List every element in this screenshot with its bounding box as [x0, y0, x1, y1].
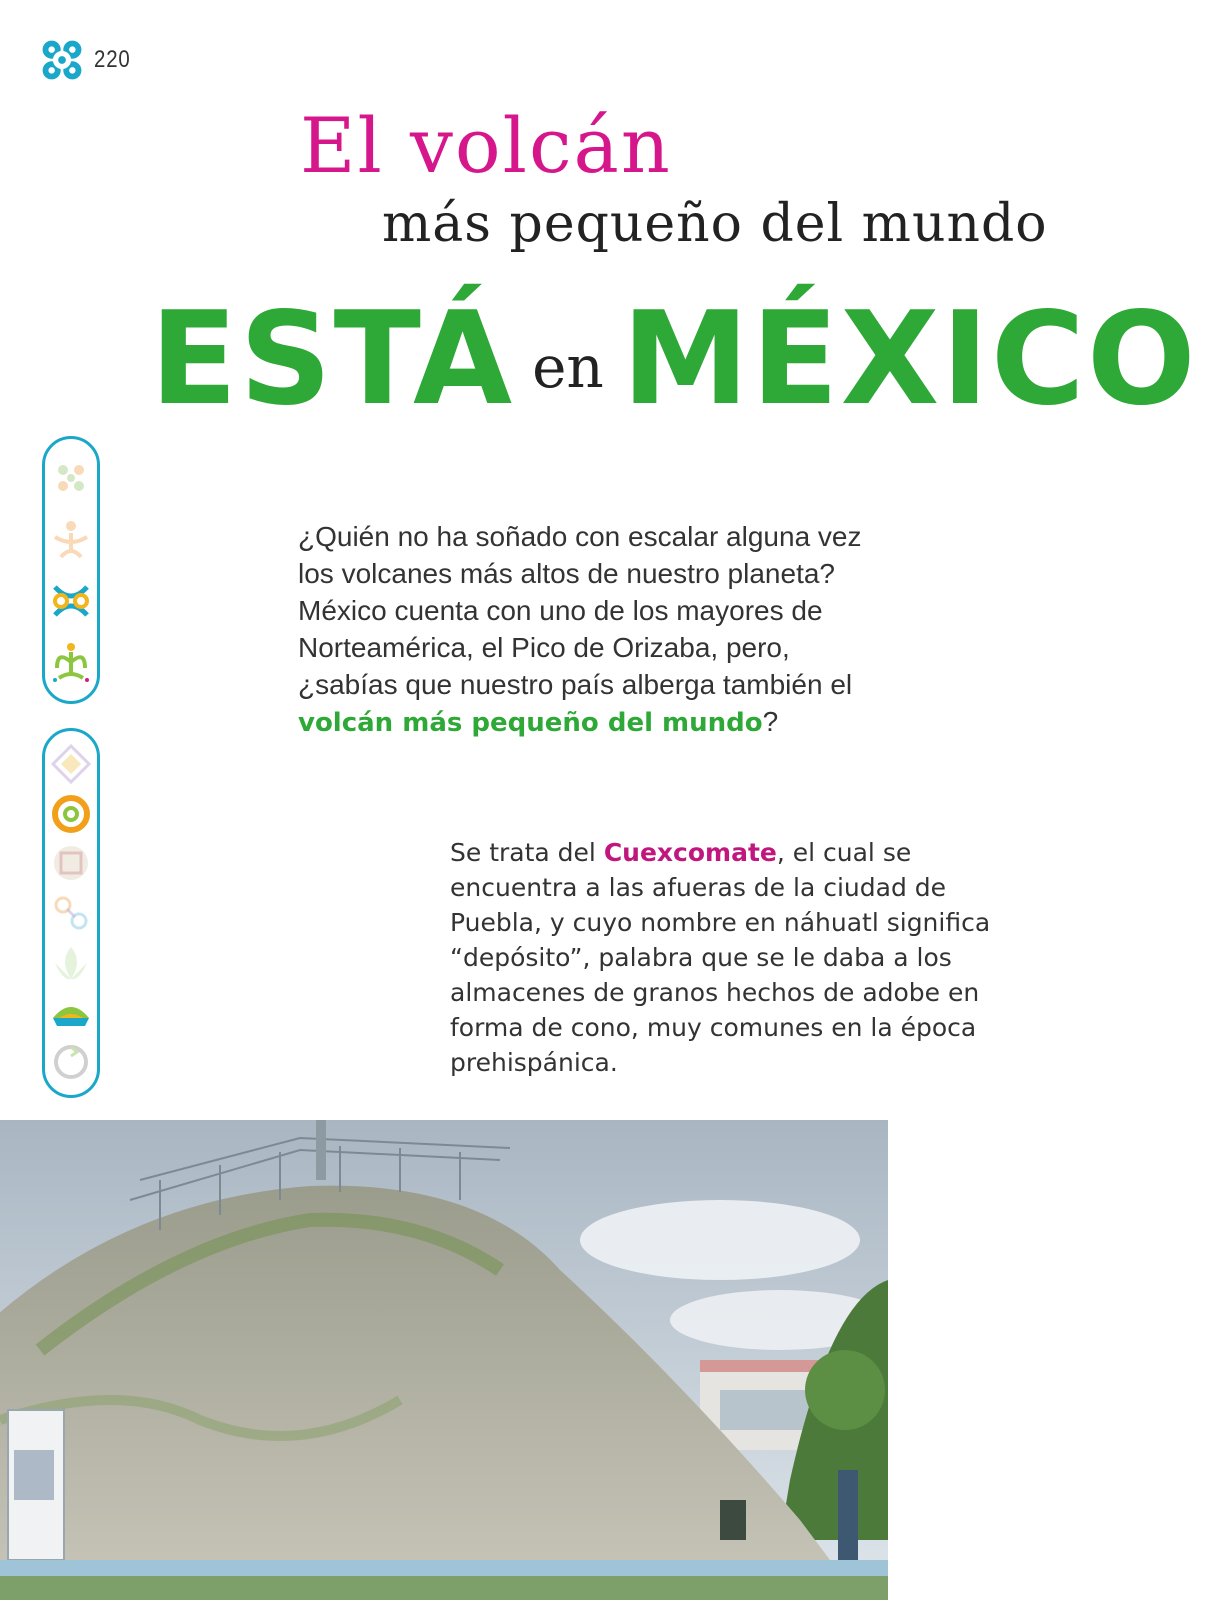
title-word-en: en [532, 333, 604, 401]
spiral-target-icon [49, 792, 93, 836]
intro-text-end: ? [762, 706, 779, 737]
chain-links-icon [49, 891, 93, 935]
detail-text-end: , el cual se encuentra a las afueras de la ciudad de Puebla, y cuyo nombre en náhuatl significa “depósito”, palabra que se le daba a los almacenes de granos hechos de adobe en forma de cono, muy comunes en la época prehispánica. [450, 838, 991, 1077]
page-number: 220 [94, 46, 131, 73]
hill-sunset-icon [49, 990, 93, 1034]
compass-square-icon [49, 841, 93, 885]
intro-highlight: volcán más pequeño del mundo [298, 708, 763, 738]
detail-highlight: Cuexcomate [603, 838, 777, 867]
detail-text: Se trata del [450, 838, 604, 867]
title-word-esta: ESTÁ [150, 285, 515, 434]
flower-emblem-icon [40, 38, 84, 82]
side-icon-panel-top [42, 436, 100, 704]
title-line-1: El volcán [300, 101, 672, 190]
leaf-cluster-icon [49, 456, 93, 500]
cuexcomate-volcano-photo [0, 1120, 888, 1600]
side-icon-panel-bottom [42, 728, 100, 1098]
person-figure-icon [49, 517, 93, 561]
diamond-pattern-icon [49, 742, 93, 786]
page-header [40, 38, 137, 82]
title-line-2: más pequeño del mundo [382, 194, 1048, 254]
linked-figures-icon [49, 579, 93, 623]
sprout-icon [49, 640, 93, 684]
circle-arrow-icon [49, 1040, 93, 1084]
lotus-icon [49, 941, 93, 985]
intro-text: ¿Quién no ha soñado con escalar alguna vez los volcanes más altos de nuestro planeta? México cuenta con uno de los mayores de Norteamérica, el Pico de Orizaba, pero, ¿sabías que nuestro país alberga también el [298, 521, 862, 700]
detail-paragraph [450, 835, 1010, 1080]
title-line-3 [150, 284, 1198, 434]
intro-paragraph [298, 518, 878, 742]
title-word-mexico: MÉXICO [621, 285, 1198, 434]
